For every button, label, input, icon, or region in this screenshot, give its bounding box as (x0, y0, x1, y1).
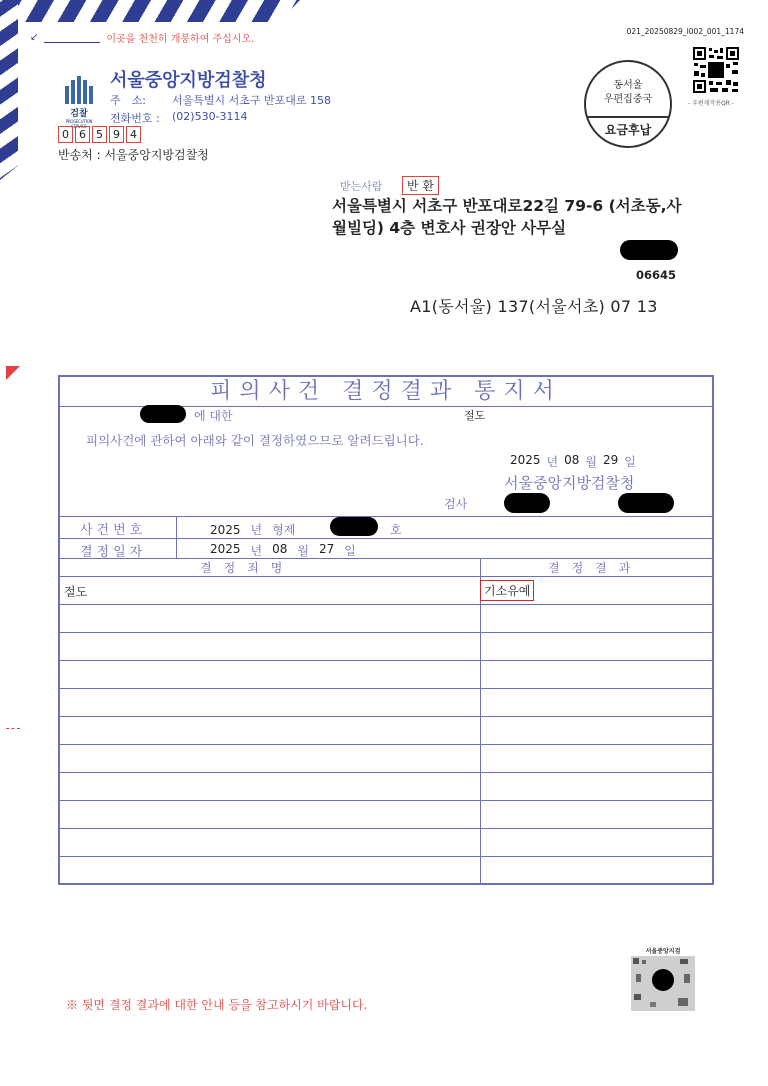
postal-digit: 9 (109, 126, 124, 143)
table-vline (480, 558, 481, 883)
open-instruction (30, 30, 254, 45)
case-year-unit: 년 (250, 523, 263, 537)
stamp-bottom: 요금후납 (604, 123, 652, 137)
recipient-zip: 06645 (636, 268, 677, 282)
decision-year-unit: 년 (250, 544, 263, 558)
sender-phone-row (110, 110, 248, 126)
open-note-text: 이곳을 천천히 개봉하여 주십시오. (106, 34, 255, 45)
notice-month: 08 (564, 453, 580, 467)
offense-top: 절도 (464, 409, 486, 422)
regarding-text: 에 대한 (194, 409, 233, 423)
decision-day-unit: 일 (344, 544, 356, 558)
table-vline (176, 516, 177, 558)
table-divider (60, 828, 712, 829)
decision-month: 08 (272, 542, 288, 556)
redaction-mark (618, 493, 674, 513)
redaction-mark (330, 517, 378, 536)
return-address: 반송처 : 서울중앙지방검찰청 (58, 148, 209, 162)
prosecution-logo (58, 76, 100, 129)
notice-day: 29 (603, 453, 619, 467)
table-divider (60, 576, 712, 577)
notice-date (510, 453, 636, 470)
decision-day: 27 (319, 542, 335, 556)
table-divider (60, 604, 712, 605)
table-divider (60, 716, 712, 717)
postal-digit: 0 (58, 126, 73, 143)
decision-date (210, 542, 356, 559)
redaction-mark (620, 240, 678, 260)
table-divider (60, 516, 712, 517)
redaction-mark (140, 405, 186, 423)
sender-name: 서울중앙지방검찰청 (110, 70, 267, 91)
open-arrow-icon: ↙ (30, 32, 39, 43)
postal-digit: 6 (75, 126, 90, 143)
logo-sublabel: PROSECUTION SERVICE (65, 119, 93, 129)
fold-guide (6, 728, 20, 729)
qr-code-icon (692, 46, 740, 94)
case-type: 형제 (272, 523, 296, 537)
decision-notice-form (58, 375, 714, 885)
col-charge-header: 결 정 죄 명 (200, 561, 283, 575)
fold-mark (6, 366, 20, 380)
charge-cell: 절도 (64, 585, 88, 599)
postal-digit: 4 (126, 126, 141, 143)
notice-month-unit: 월 (585, 455, 598, 469)
return-tag: 반 환 (402, 176, 439, 195)
sender-postal-code (58, 126, 141, 143)
sender-address: 서울특별시 서초구 반포대로 158 (172, 94, 331, 107)
sender-phone-label: 전화번호 : (110, 112, 160, 125)
table-divider (60, 660, 712, 661)
notice-year-unit: 년 (546, 455, 559, 469)
sender-phone: (02)530-3114 (172, 110, 248, 123)
postage-stamp (584, 60, 672, 148)
stamp-line2: 우편집중국 (603, 94, 653, 105)
mail-route-code: A1(동서울) 137(서울서초) 07 13 (410, 297, 658, 316)
footer-note: ※ 뒷면 결정 결과에 대한 안내 등을 참고하시기 바랍니다. (66, 998, 368, 1012)
prosecutor-label: 검사 (444, 497, 468, 511)
table-divider (60, 744, 712, 745)
recipient-address: 서울특별시 서초구 반포대로22길 79-6 (서초동,사월빌딩) 4층 변호사 권장안 사무실 (332, 197, 682, 237)
document-id: 021_20250829_I002_001_1174 (626, 27, 744, 36)
table-divider (60, 632, 712, 633)
decision-year: 2025 (210, 542, 241, 556)
stamp-line1: 동서울 (613, 80, 643, 91)
issuing-office: 서울중앙지방검찰청 (504, 474, 635, 492)
notice-text: 피의사건에 관하여 아래와 같이 결정하였으므로 알려드립니다. (86, 433, 424, 448)
table-divider (60, 688, 712, 689)
decision-month-unit: 월 (297, 544, 310, 558)
case-year: 2025 (210, 522, 241, 537)
redaction-mark (504, 493, 550, 513)
seal-label: 서울중앙지검 (645, 948, 681, 955)
case-no-label: 사건번호 (80, 523, 147, 538)
qr-caption: - 우편제작용QR - (688, 100, 735, 107)
form-title: 피의사건 결정결과 통지서 (60, 377, 712, 407)
col-result-header: 결 정 결 과 (548, 561, 631, 575)
table-divider (60, 856, 712, 857)
postal-digit: 5 (92, 126, 107, 143)
case-number (210, 521, 295, 538)
table-divider (60, 800, 712, 801)
notice-year: 2025 (510, 453, 541, 467)
table-divider (60, 772, 712, 773)
logo-label: 검찰 (70, 109, 88, 119)
case-no-unit: 호 (390, 523, 402, 537)
table-divider (60, 538, 712, 539)
decision-date-label: 결정일자 (80, 545, 147, 560)
airmail-stripe-left (0, 0, 18, 180)
logo-bars-icon (58, 76, 100, 104)
sender-address-row (110, 92, 331, 108)
airmail-stripe-top (0, 0, 300, 22)
result-cell: 기소유예 (480, 580, 534, 601)
recipient-label: 받는사람 (340, 180, 383, 193)
tear-line (44, 33, 100, 43)
notice-day-unit: 일 (624, 455, 636, 469)
sender-address-label: 주 소: (110, 94, 146, 107)
